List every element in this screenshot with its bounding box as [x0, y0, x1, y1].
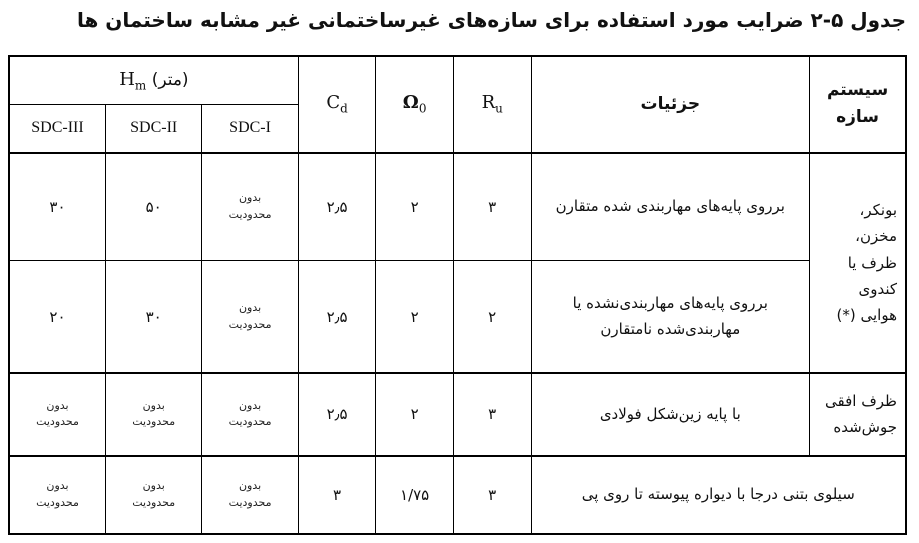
sdc3-cell: بدون محدودیت — [9, 456, 105, 534]
cd-cell: ۲٫۵ — [298, 373, 376, 456]
header-row — [9, 56, 906, 104]
sdc3-cell: ۲۰ — [9, 261, 105, 374]
system-bunker: بونکر، مخزن، ظرف یا کندوی هوایی (*) — [810, 153, 906, 374]
ru-cell: ۳ — [453, 153, 531, 261]
system-horizontal: ظرف افقی جوش‌شده — [810, 373, 906, 456]
details-cell: برروی پایه‌های مهاربندی شده متقارن — [531, 153, 810, 261]
header-hm-unit: (متر) — [151, 69, 189, 90]
header-system-line2: سازه — [836, 107, 880, 128]
details-cell-silo: سیلوی بتنی درجا با دیواره پیوسته تا روی پی — [531, 456, 906, 534]
details-cell: برروی پایه‌های مهاربندی‌نشده یا مهاربندی‌شده نامتقارن — [531, 261, 810, 374]
header-sdc1: SDC-I — [202, 104, 298, 152]
header-sdc2: SDC-II — [105, 104, 201, 152]
sdc2-cell: بدون محدودیت — [105, 373, 201, 456]
sdc3-cell: بدون محدودیت — [9, 373, 105, 456]
sdc1-cell: بدون محدودیت — [202, 456, 298, 534]
sdc1-cell: بدون محدودیت — [202, 373, 298, 456]
header-omega: $\Omega_0$ — [376, 56, 454, 153]
omega-cell: ۲ — [376, 153, 454, 261]
header-system — [810, 56, 906, 153]
header-hm — [9, 56, 298, 104]
header-sdc3: SDC-III — [9, 104, 105, 152]
omega-cell: ۱/۷۵ — [376, 456, 454, 534]
header-details: جزئیات — [531, 56, 810, 153]
cd-cell: ۳ — [298, 456, 376, 534]
header-ru: $R_u$ — [453, 56, 531, 153]
cd-cell: ۲٫۵ — [298, 261, 376, 374]
header-hm-symbol: $H_m$ — [119, 68, 147, 93]
sdc3-cell: ۳۰ — [9, 153, 105, 261]
table-row — [9, 261, 906, 374]
details-cell: با پایه زین‌شکل فولادی — [531, 373, 810, 456]
sdc1-cell: بدون محدودیت — [202, 261, 298, 374]
table-row — [9, 373, 906, 456]
table-row — [9, 456, 906, 534]
sdc2-cell: بدون محدودیت — [105, 456, 201, 534]
table-row — [9, 153, 906, 261]
coefficients-table — [8, 55, 907, 535]
header-system-line1: سیستم — [826, 80, 889, 101]
cd-cell: ۲٫۵ — [298, 153, 376, 261]
sdc2-cell: ۳۰ — [105, 261, 201, 374]
table-title: جدول ۵-۲ ضرایب مورد استفاده برای سازه‌های غیرساختمانی غیر مشابه ساختمان ها — [76, 8, 906, 32]
omega-cell: ۲ — [376, 373, 454, 456]
ru-cell: ۲ — [453, 261, 531, 374]
sdc1-cell: بدون محدودیت — [202, 153, 298, 261]
header-cd: $C_d$ — [298, 56, 376, 153]
sdc2-cell: ۵۰ — [105, 153, 201, 261]
omega-cell: ۲ — [376, 261, 454, 374]
ru-cell: ۳ — [453, 373, 531, 456]
ru-cell: ۳ — [453, 456, 531, 534]
